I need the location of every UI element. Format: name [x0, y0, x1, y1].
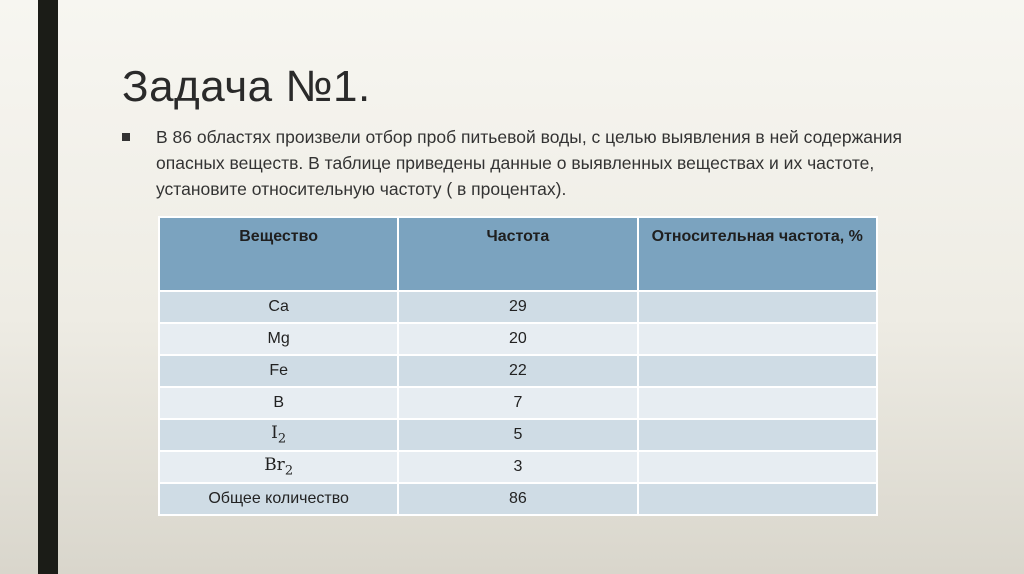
header-relative-frequency: Относительная частота, %	[638, 217, 878, 291]
task-paragraph: В 86 областях произвели отбор проб питьевой воды, с целью выявления в ней содержания опасных веществ. В таблице приведены данные о выявленных веществах и их частоте, установите относительную частоту ( в процентах).	[156, 127, 902, 199]
table-row	[159, 355, 877, 387]
table-row	[159, 483, 877, 515]
cell-substance: Ca	[159, 291, 398, 323]
decorative-side-bar	[38, 0, 58, 574]
substance-symbol: Br	[264, 455, 285, 476]
cell-substance	[159, 451, 398, 483]
cell-frequency: 7	[398, 387, 637, 419]
cell-total-label: Общее количество	[159, 483, 398, 515]
cell-frequency: 86	[398, 483, 637, 515]
cell-relative	[638, 291, 878, 323]
substance-subscript: 2	[277, 431, 287, 447]
cell-relative	[638, 355, 878, 387]
cell-frequency: 22	[398, 355, 637, 387]
cell-frequency: 29	[398, 291, 637, 323]
header-frequency: Частота	[398, 217, 637, 291]
table-row	[159, 291, 877, 323]
table-header-row	[159, 217, 877, 291]
substances-table	[158, 216, 878, 516]
header-substance: Вещество	[159, 217, 398, 291]
table-row	[159, 387, 877, 419]
cell-frequency: 20	[398, 323, 637, 355]
cell-relative	[638, 387, 878, 419]
substance-subscript: 2	[284, 463, 294, 479]
cell-frequency: 3	[398, 451, 637, 483]
cell-relative	[638, 451, 878, 483]
slide-title: Задача №1.	[122, 62, 371, 111]
cell-substance	[159, 419, 398, 451]
square-bullet-icon	[122, 133, 130, 141]
cell-frequency: 5	[398, 419, 637, 451]
cell-relative	[638, 323, 878, 355]
table-row	[159, 323, 877, 355]
substance-symbol: I	[271, 423, 278, 444]
table-row	[159, 419, 877, 451]
cell-substance: Fe	[159, 355, 398, 387]
cell-relative	[638, 483, 878, 515]
table-row	[159, 451, 877, 483]
task-description	[122, 124, 902, 202]
cell-relative	[638, 419, 878, 451]
cell-substance: Mg	[159, 323, 398, 355]
cell-substance: B	[159, 387, 398, 419]
